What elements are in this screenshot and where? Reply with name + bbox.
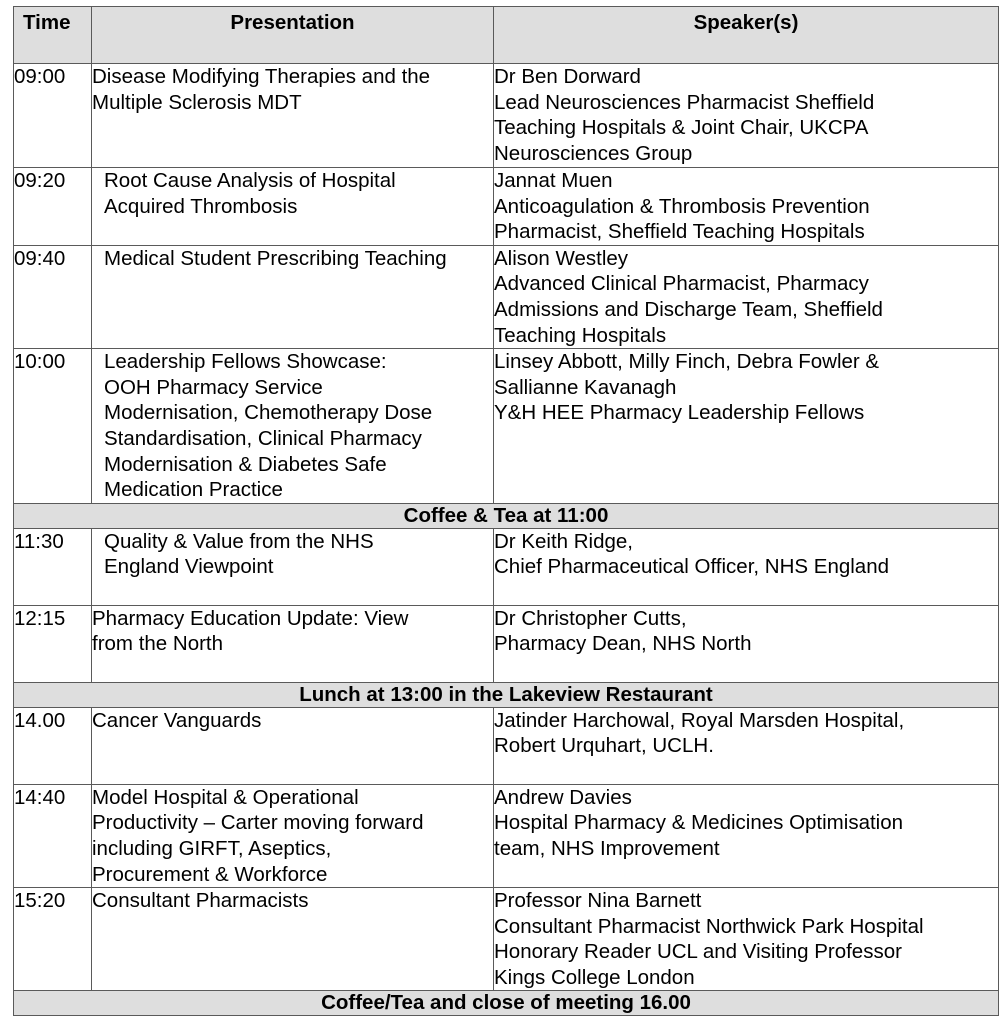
session-title bbox=[92, 528, 494, 605]
session-speakers bbox=[494, 64, 999, 168]
session-title bbox=[92, 168, 494, 246]
session-title-line: Procurement & Workforce bbox=[92, 862, 328, 886]
table-row bbox=[14, 888, 999, 991]
table-row bbox=[14, 64, 999, 168]
speaker-line: Sallianne Kavanagh bbox=[494, 375, 677, 399]
speaker-line: Dr Christopher Cutts, bbox=[494, 606, 687, 630]
table-row bbox=[14, 349, 999, 504]
speaker-line: team, NHS Improvement bbox=[494, 836, 720, 860]
header-presentation: Presentation bbox=[92, 7, 494, 64]
session-title-line: Medication Practice bbox=[104, 478, 283, 502]
speaker-line: Professor Nina Barnett bbox=[494, 889, 702, 913]
session-title-line: Modernisation, Chemotherapy Dose bbox=[104, 401, 433, 425]
speaker-line: Kings College London bbox=[494, 965, 695, 989]
speaker-line: Y&H HEE Pharmacy Leadership Fellows bbox=[494, 401, 865, 425]
session-title-line: Medical Student Prescribing Teaching bbox=[104, 246, 447, 270]
speaker-line: Teaching Hospitals & Joint Chair, UKCPA bbox=[494, 116, 869, 140]
break-label: Coffee & Tea at 11:00 bbox=[14, 503, 999, 528]
speaker-line: Jannat Muen bbox=[494, 169, 613, 192]
header-time: Time bbox=[14, 7, 92, 64]
session-speakers bbox=[494, 707, 999, 784]
session-title-line: Cancer Vanguards bbox=[92, 708, 262, 732]
session-time: 10:00 bbox=[14, 349, 92, 504]
session-time: 09:40 bbox=[14, 245, 92, 348]
session-speakers bbox=[494, 784, 999, 887]
speaker-line: Andrew Davies bbox=[494, 785, 632, 809]
session-title bbox=[92, 888, 494, 991]
session-title-line: Quality & Value from the NHS bbox=[104, 529, 374, 553]
header-row bbox=[14, 7, 999, 64]
speaker-line: Pharmacist, Sheffield Teaching Hospitals bbox=[494, 220, 865, 244]
speaker-line: Consultant Pharmacist Northwick Park Hospital bbox=[494, 914, 924, 938]
session-title bbox=[92, 349, 494, 504]
speaker-line: Dr Ben Dorward bbox=[494, 65, 641, 88]
session-title-line: Disease Modifying Therapies and the bbox=[92, 65, 431, 88]
break-label: Lunch at 13:00 in the Lakeview Restaurant bbox=[14, 682, 999, 707]
break-row bbox=[14, 682, 999, 707]
speaker-line: Chief Pharmaceutical Officer, NHS England bbox=[494, 555, 890, 579]
speaker-line: Anticoagulation & Thrombosis Prevention bbox=[494, 194, 870, 218]
speaker-line: Admissions and Discharge Team, Sheffield bbox=[494, 297, 883, 321]
session-time: 14.00 bbox=[14, 707, 92, 784]
session-title-line: Multiple Sclerosis MDT bbox=[92, 90, 302, 114]
session-time: 11:30 bbox=[14, 528, 92, 605]
session-title-line: from the North bbox=[92, 632, 224, 656]
break-row bbox=[14, 991, 999, 1016]
table-row bbox=[14, 245, 999, 348]
speaker-line: Alison Westley bbox=[494, 246, 629, 270]
session-title-line: including GIRFT, Aseptics, bbox=[92, 836, 332, 860]
session-title bbox=[92, 245, 494, 348]
speaker-line: Robert Urquhart, UCLH. bbox=[494, 734, 714, 758]
session-title bbox=[92, 64, 494, 168]
session-title-line: Standardisation, Clinical Pharmacy bbox=[104, 426, 422, 450]
session-title bbox=[92, 605, 494, 682]
session-time: 14:40 bbox=[14, 784, 92, 887]
speaker-line: Hospital Pharmacy & Medicines Optimisation bbox=[494, 811, 904, 835]
table-row bbox=[14, 605, 999, 682]
speaker-line: Teaching Hospitals bbox=[494, 323, 667, 347]
session-title-line: Consultant Pharmacists bbox=[92, 889, 309, 913]
session-speakers bbox=[494, 528, 999, 605]
session-title-line: Root Cause Analysis of Hospital bbox=[104, 169, 396, 192]
session-speakers bbox=[494, 168, 999, 246]
speaker-line: Dr Keith Ridge, bbox=[494, 529, 634, 553]
session-title-line: Model Hospital & Operational bbox=[92, 785, 359, 809]
session-title bbox=[92, 707, 494, 784]
break-label: Coffee/Tea and close of meeting 16.00 bbox=[14, 991, 999, 1016]
speaker-line: Advanced Clinical Pharmacist, Pharmacy bbox=[494, 272, 869, 296]
session-title-line: Modernisation & Diabetes Safe bbox=[104, 452, 387, 476]
session-speakers bbox=[494, 245, 999, 348]
speaker-line: Linsey Abbott, Milly Finch, Debra Fowler & bbox=[494, 350, 880, 374]
session-title-line: Leadership Fellows Showcase: bbox=[104, 350, 387, 374]
break-row bbox=[14, 503, 999, 528]
session-time: 12:15 bbox=[14, 605, 92, 682]
session-title bbox=[92, 784, 494, 887]
table-row bbox=[14, 528, 999, 605]
speaker-line: Pharmacy Dean, NHS North bbox=[494, 632, 752, 656]
session-title-line: Productivity – Carter moving forward bbox=[92, 811, 424, 835]
session-speakers bbox=[494, 349, 999, 504]
session-time: 09:20 bbox=[14, 168, 92, 246]
session-title-line: Acquired Thrombosis bbox=[104, 194, 298, 218]
header-speakers: Speaker(s) bbox=[494, 7, 999, 64]
session-speakers bbox=[494, 605, 999, 682]
speaker-line: Jatinder Harchowal, Royal Marsden Hospital, bbox=[494, 708, 905, 732]
table-row bbox=[14, 707, 999, 784]
session-time: 09:00 bbox=[14, 64, 92, 168]
speaker-line: Lead Neurosciences Pharmacist Sheffield bbox=[494, 90, 875, 114]
session-title-line: Pharmacy Education Update: View bbox=[92, 606, 409, 630]
session-speakers bbox=[494, 888, 999, 991]
table-row bbox=[14, 784, 999, 887]
agenda-table bbox=[13, 6, 999, 1016]
speaker-line: Honorary Reader UCL and Visiting Professor bbox=[494, 940, 902, 964]
session-title-line: England Viewpoint bbox=[104, 555, 274, 579]
session-title-line: OOH Pharmacy Service bbox=[104, 375, 323, 399]
speaker-line: Neurosciences Group bbox=[494, 141, 693, 165]
session-time: 15:20 bbox=[14, 888, 92, 991]
table-row bbox=[14, 168, 999, 246]
